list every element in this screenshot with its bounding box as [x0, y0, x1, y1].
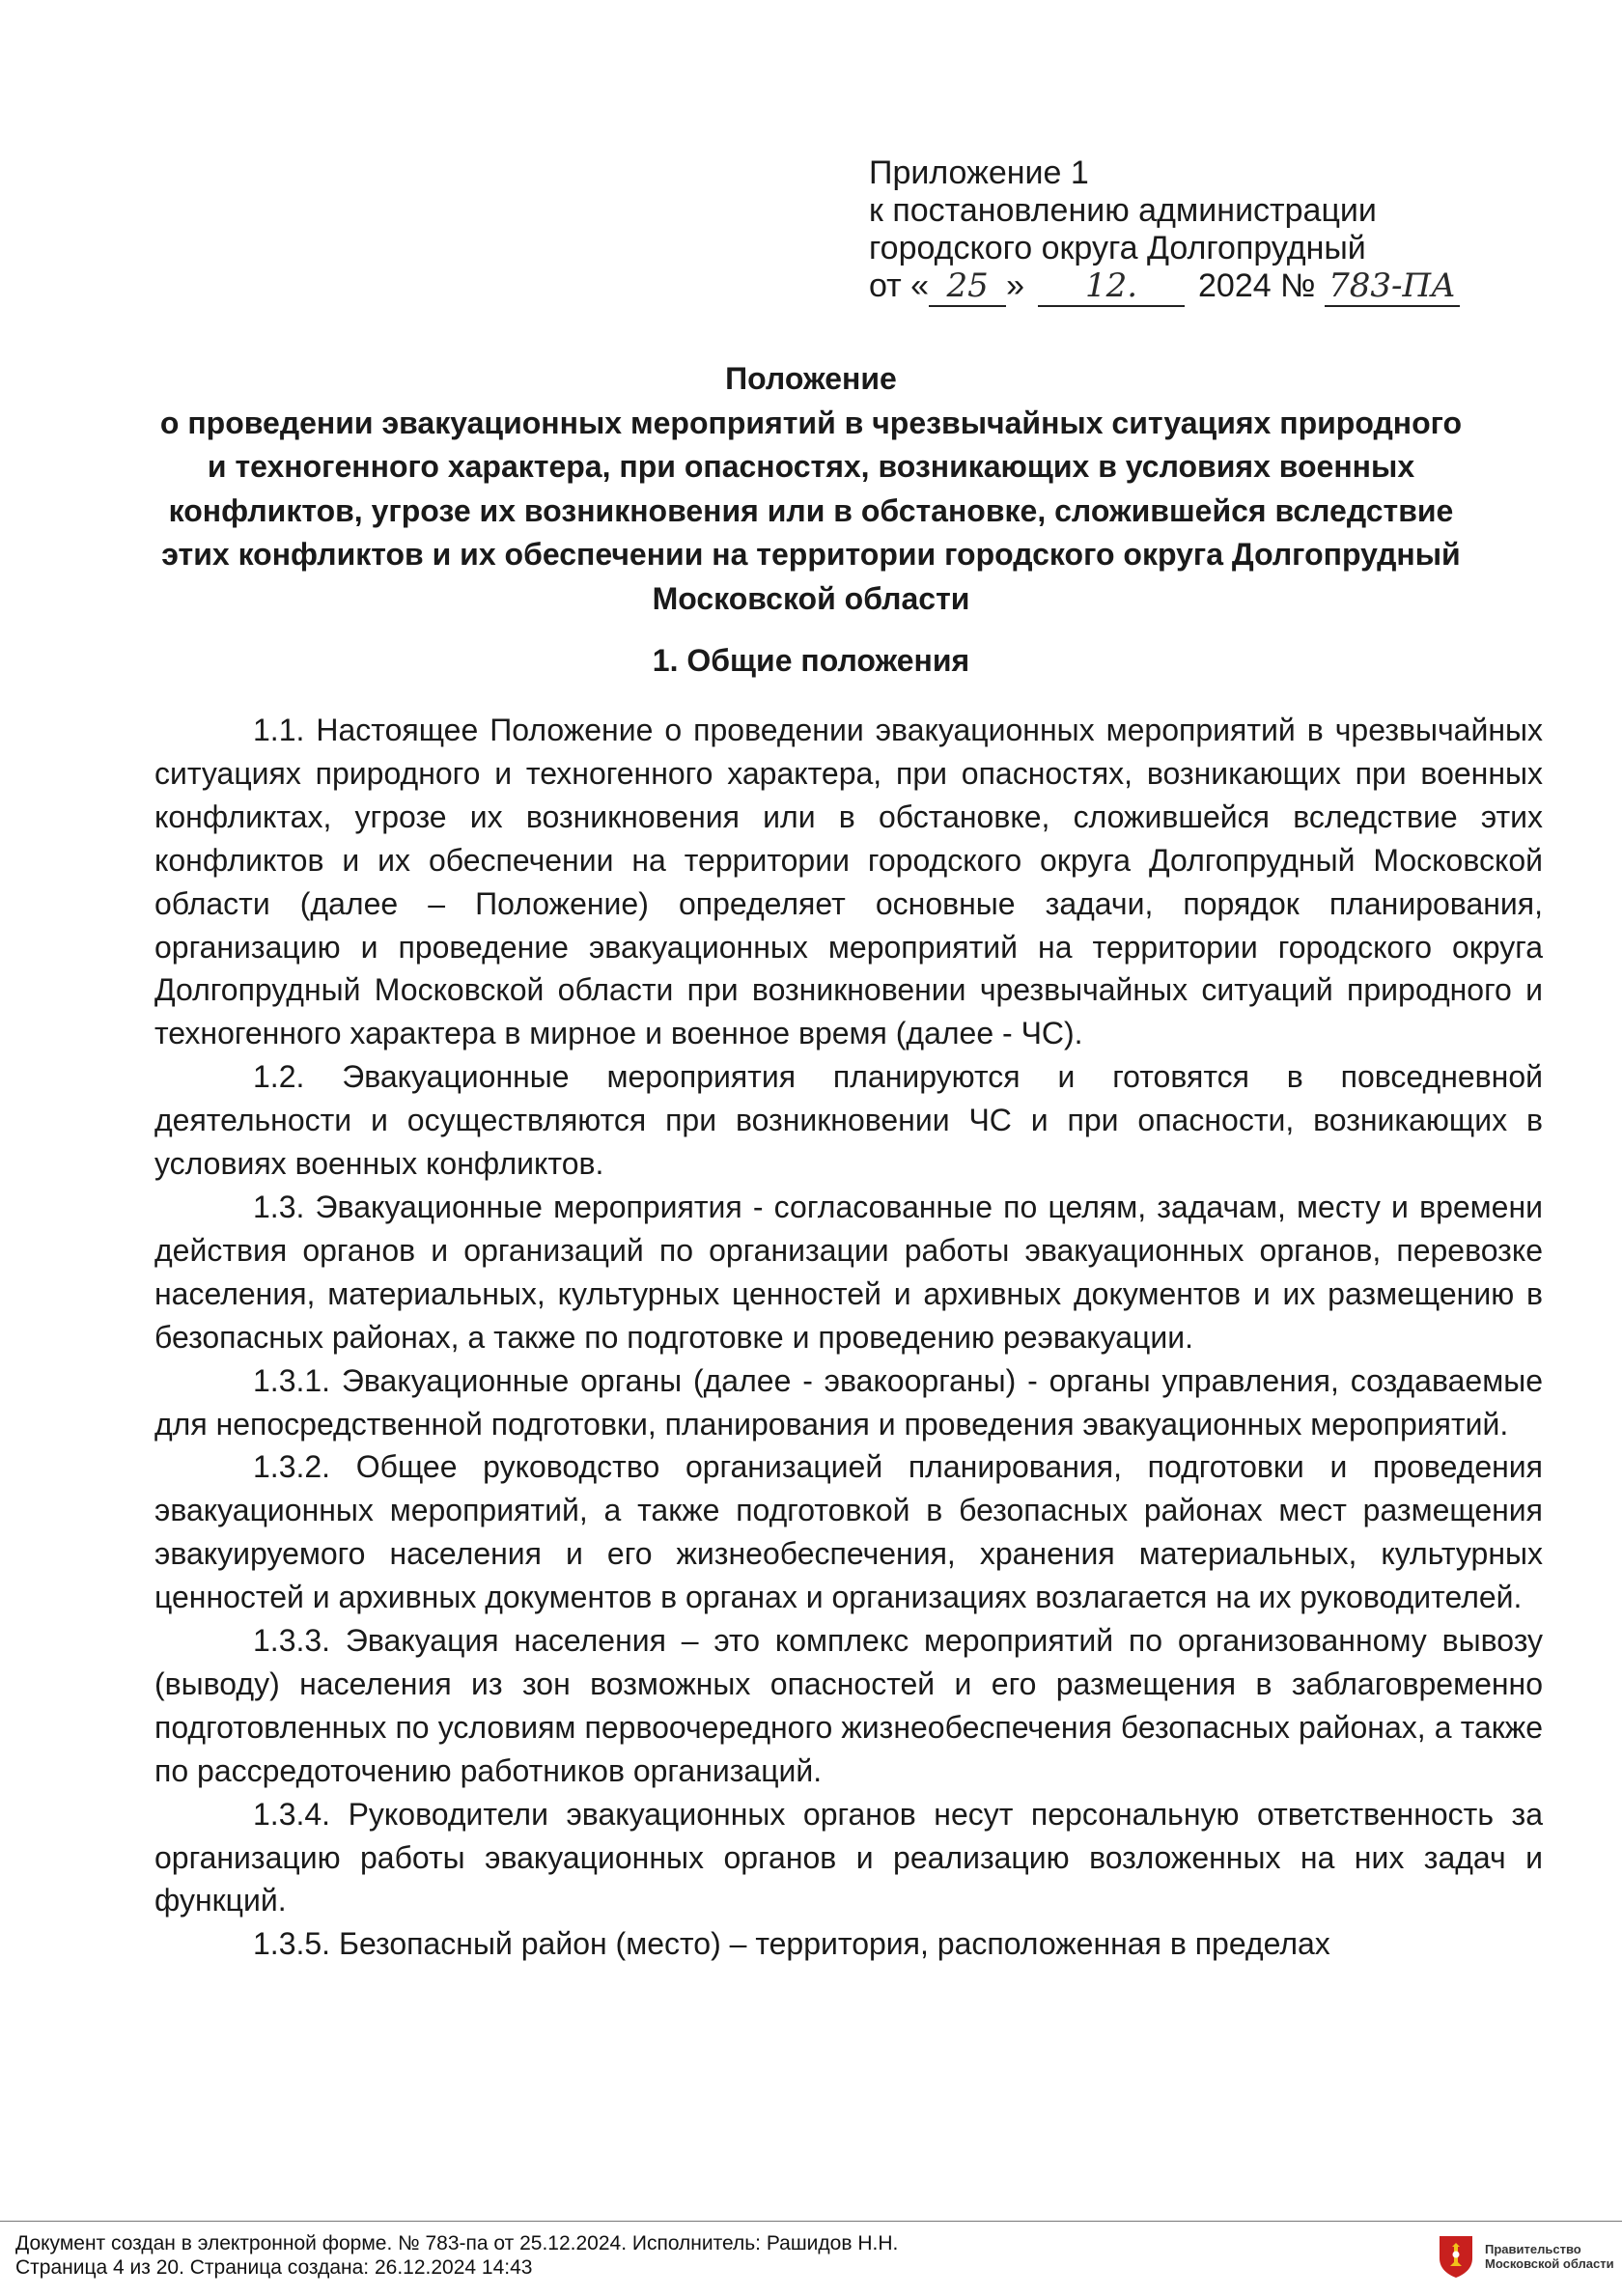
- date-prefix: от «: [869, 267, 930, 304]
- paragraph-1-3-2: 1.3.2. Общее руководство организацией планирования, подготовки и проведения эвакуационных мероприятий, а также подготовкой в безопасных районах мест размещения эвакуируемого населения и его жизнеобеспечения, хранения материальных, культурных ценностей и архивных документов в органах и организациях возлагается на их руководителей.: [154, 1449, 1543, 1615]
- coat-of-arms-icon: [1437, 2233, 1475, 2280]
- paragraph-1-3: 1.3. Эвакуационные мероприятия - согласованные по целям, задачам, месту и времени действия органов и организаций по организации работы эвакуационных органов, перевозке населения, материальных, культурных ценностей и архивных документов и их размещению в безопасных районах, а также по подготовке и проведению реэвакуации.: [154, 1189, 1543, 1355]
- annex-line3: городского округа Долгопрудный: [869, 230, 1366, 266]
- gov-text: [1485, 2242, 1614, 2271]
- paragraph-1-3-3: 1.3.3. Эвакуация населения – это комплекс мероприятий по организованному вывозу (выводу) населения из зон возможных опасностей и его размещения в заблаговременно подготовленных по условиям первоочередного жизнеобеспечения безопасных районах, а также по рассредоточению работников организаций.: [154, 1623, 1543, 1788]
- date-day-handwritten: 25: [929, 267, 1006, 307]
- document-body: [154, 709, 1543, 1966]
- paragraph-1-3-4: 1.3.4. Руководители эвакуационных органов несут персональную ответственность за организацию работы эвакуационных органов и реализацию возложенных на них задач и функций.: [154, 1796, 1543, 1918]
- gov-logo: [1437, 2233, 1614, 2280]
- title-line-1: о проведении эвакуационных мероприятий в чрезвычайных ситуациях природного: [159, 405, 1463, 440]
- gov-line2: Московской области: [1485, 2256, 1614, 2271]
- footer-line1: Документ создан в электронной форме. № 783-па от 25.12.2024. Исполнитель: Рашидов Н.Н.: [15, 2232, 899, 2254]
- date-mid: »: [1006, 267, 1025, 304]
- doc-number-handwritten: 783-ПА: [1325, 267, 1460, 307]
- paragraph-1-2: 1.2. Эвакуационные мероприятия планируются и готовятся в повседневной деятельности и осуществляются при возникновении ЧС и при опасности, возникающих в условиях военных конфликтов.: [154, 1059, 1543, 1182]
- gov-line1: Правительство: [1485, 2242, 1581, 2256]
- title-line-3: конфликтов, угрозе их возникновения или в обстановке, сложившейся вследствие: [168, 492, 1454, 528]
- annex-date-line: [869, 267, 1487, 307]
- footer-text: [15, 2231, 898, 2280]
- annex-block: [869, 154, 1487, 307]
- document-title: [145, 357, 1477, 621]
- title-line-4: этих конфликтов и их обеспечении на территории городского округа Долгопрудный: [161, 537, 1461, 572]
- paragraph-1-3-1: 1.3.1. Эвакуационные органы (далее - эвакоорганы) - органы управления, создаваемые для непосредственной подготовки, планирования и проведения эвакуационных мероприятий.: [154, 1362, 1543, 1442]
- footer-line2: Страница 4 из 20. Страница создана: 26.12.2024 14:43: [15, 2256, 533, 2279]
- date-month-handwritten: 12.: [1038, 267, 1185, 307]
- paragraph-1-1: 1.1. Настоящее Положение о проведении эвакуационных мероприятий в чрезвычайных ситуациях природного и техногенного характера, при опасностях, возникающих при военных конфликтах, угрозе их возникновения или в обстановке, сложившейся вследствие этих конфликтов и их обеспечении на территории городского округа Долгопрудный Московской области (далее – Положение) определяет основные задачи, порядок планирования, организацию и проведение эвакуационных мероприятий на территории городского округа Долгопрудный Московской области при возникновении чрезвычайных ситуаций природного и техногенного характера в мирное и военное время (далее - ЧС).: [154, 713, 1543, 1051]
- title-line-2: и техногенного характера, при опасностях, возникающих в условиях военных: [207, 449, 1415, 484]
- date-year: 2024 №: [1198, 267, 1316, 304]
- page-footer: [0, 2221, 1622, 2296]
- section-title: 1. Общие положения: [652, 643, 970, 678]
- annex-line2: к постановлению администрации: [869, 192, 1377, 229]
- title-heading: Положение: [725, 361, 897, 396]
- title-line-5: Московской области: [652, 580, 970, 616]
- annex-line1: Приложение 1: [869, 154, 1089, 191]
- paragraph-1-3-5: 1.3.5. Безопасный район (место) – территория, расположенная в пределах: [253, 1926, 1330, 1962]
